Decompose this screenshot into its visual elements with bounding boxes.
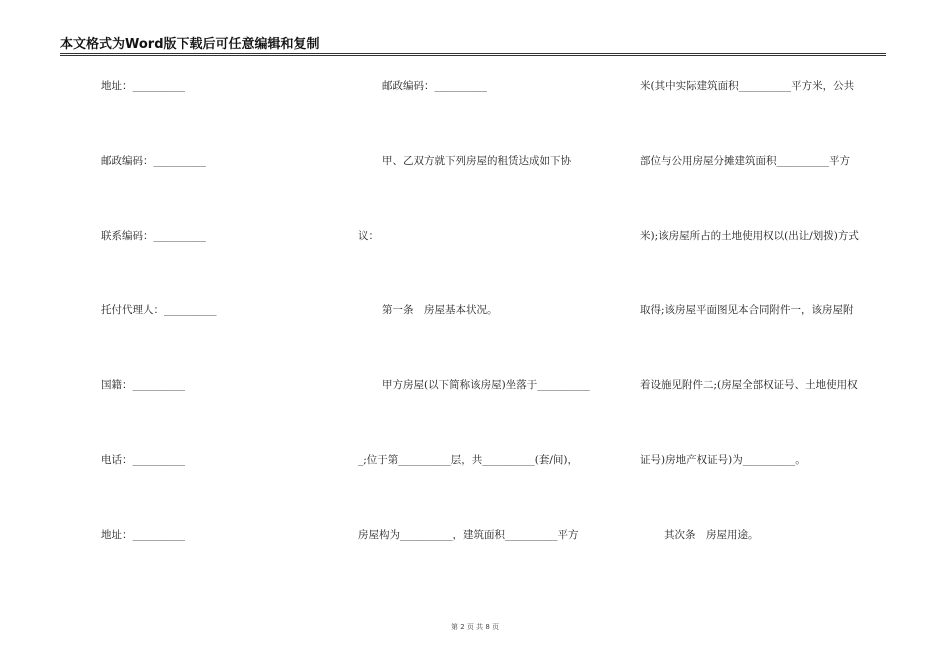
right-line-facilities: 着设施见附件二;(房屋全部权证号、土地使用权: [640, 379, 858, 391]
right-line-cert-number: 证号)房地产权证号)为__________。: [640, 454, 806, 466]
left-line-phone: 电话：__________: [101, 454, 185, 466]
right-line-shared-area: 部位与公用房屋分摊建筑面积__________平方: [640, 155, 850, 167]
document-header: [60, 36, 886, 53]
right-line-land-use: 米);该房屋所占的土地使用权以(出让/划拨)方式: [640, 230, 859, 242]
mid-line-floor: _;位于第__________层，共__________(套/间)，: [358, 454, 579, 466]
left-line-contact-code: 联系编码：__________: [101, 230, 206, 242]
page-number: 第 2 页 共 8 页: [450, 623, 500, 631]
right-line-floor-plan: 取得;该房屋平面图见本合同附件一，该房屋附: [640, 304, 854, 316]
mid-line-location: 甲方房屋(以下简称该房屋)坐落于__________: [382, 379, 590, 391]
right-line-article-two: 其次条 房屋用途。: [664, 529, 759, 541]
mid-line-structure: 房屋构为__________，建筑面积__________平方: [358, 529, 579, 541]
mid-line-postcode: 邮政编码：__________: [382, 80, 487, 92]
mid-line-agreement-cont: 议：: [358, 230, 379, 242]
right-line-area: 米(其中实际建筑面积__________平方米，公共: [640, 80, 855, 92]
header-divider: [60, 53, 886, 56]
mid-line-article-one: 第一条 房屋基本状况。: [382, 304, 498, 316]
left-line-agent: 托付代理人：__________: [101, 304, 217, 316]
header-title: 本文格式为Word版下载后可任意编辑和复制: [60, 37, 320, 52]
left-line-address-2: 地址：__________: [101, 529, 185, 541]
left-line-postcode: 邮政编码：__________: [101, 155, 206, 167]
left-line-nationality: 国籍：__________: [101, 379, 185, 391]
mid-line-agreement-intro: 甲、乙双方就下列房屋的租赁达成如下协: [382, 155, 571, 167]
left-line-address: 地址：__________: [101, 80, 185, 92]
